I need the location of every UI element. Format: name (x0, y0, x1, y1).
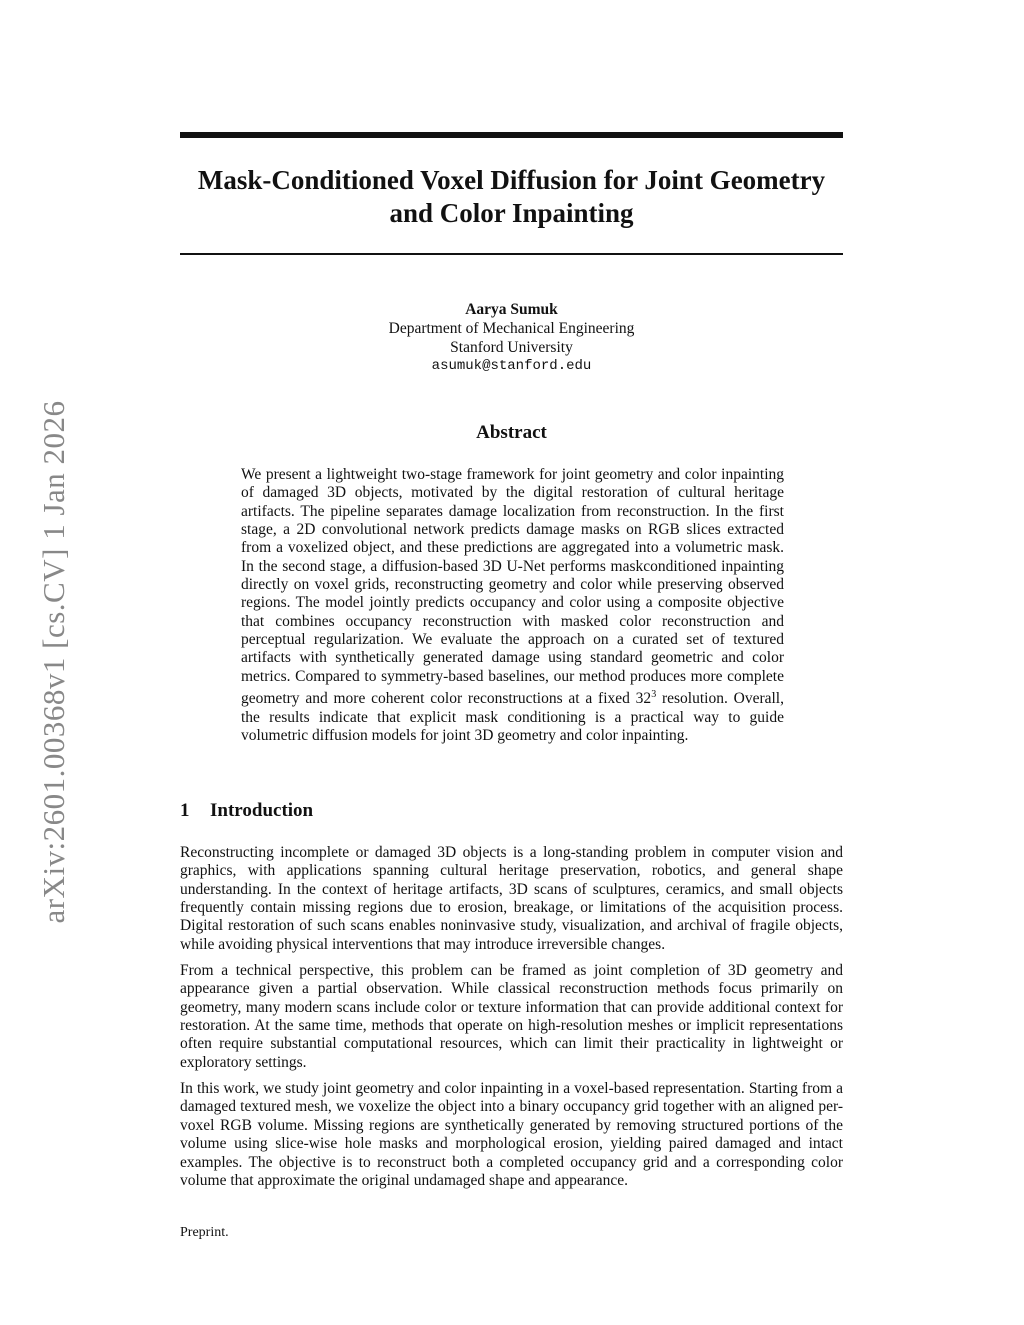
title-line-1: Mask-Conditioned Voxel Diffusion for Joint Geometry (197, 165, 826, 195)
author-email: asumuk@stanford.edu (431, 358, 592, 374)
title-top-rule (180, 132, 843, 138)
section-heading (180, 800, 313, 822)
paragraph: In this work, we study joint geometry and color inpainting in a voxel-based representation. Starting from a damaged textured mesh, we voxelize the object into a binary occupancy grid together with an aligned per-voxel RGB volume. Missing regions are synthetically generated by removing structured portions of the volume using slice-wise hole masks and morphological erosion, yielding paired damaged and intact examples. The objective is to reconstruct both a completed occupancy grid and a corresponding color volume that approximate the original undamaged shape and appearance. (180, 1080, 843, 1189)
paragraph: From a technical perspective, this problem can be framed as joint completion of 3D geometry and appearance given a partial observation. While classical reconstruction methods focus primarily on geometry, many modern scans include color or texture information that can provide additional context for restoration. At the same time, methods that operate on high-resolution meshes or implicit representations often require substantial computational resources, which can limit their practicality in lightweight or exploratory settings. (180, 962, 843, 1071)
section-title: Introduction (210, 800, 314, 821)
paragraph: Reconstructing incomplete or damaged 3D objects is a long-standing problem in computer vision and graphics, with applications spanning cultural heritage preservation, robotics, and general shape understanding. In the context of heritage artifacts, 3D scans of sculptures, ceramics, and small objects frequently contain missing regions due to erosion, breakage, or limitations of the acquisition process. Digital restoration of such scans enables noninvasive study, visualization, and archival of fragile objects, while avoiding physical interventions that may introduce irreversible changes. (180, 844, 843, 953)
introduction-body (180, 844, 843, 1198)
author-name: Aarya Sumuk (465, 301, 558, 318)
title-line-2: and Color Inpainting (389, 198, 634, 228)
footer-note: Preprint. (180, 1225, 229, 1240)
arxiv-identifier-stamp: arXiv:2601.00368v1 [cs.CV] 1 Jan 2026 (36, 400, 71, 924)
abstract-text-part-2: resolution. Overall, the results indicate that explicit mask conditioning is a practical way to guide volumetric diffusion models for joint 3D geometry and color inpainting. (241, 690, 784, 744)
author-department: Department of Mechanical Engineering (388, 320, 635, 337)
abstract-text (241, 466, 784, 745)
title-bottom-rule (180, 253, 843, 255)
abstract-superscript: 3 (651, 689, 657, 701)
author-block (180, 300, 843, 376)
abstract-heading: Abstract (476, 422, 547, 443)
author-institution: Stanford University (450, 339, 573, 356)
section-number: 1 (180, 800, 190, 821)
paper-title (180, 164, 843, 230)
abstract-text-part-1: We present a lightweight two-stage framework for joint geometry and color inpainting of damaged 3D objects, motivated by the digital restoration of cultural heritage artifacts. The pipeline separates damage localization from reconstruction. In the first stage, a 2D convolutional network predicts damage masks on RGB slices extracted from a voxelized object, and these predictions are aggregated into a volumetric mask. In the second stage, a diffusion-based 3D U-Net performs maskconditioned inpainting directly on voxel grids, reconstructing geometry and color while preserving observed regions. The model jointly predicts occupancy and color using a composite objective that combines occupancy reconstruction with masked color reconstruction and perceptual regularization. We evaluate the approach on a curated set of textured artifacts with synthetically generated damage using standard geometric and color metrics. Compared to symmetry-based baselines, our method produces more complete geometry and more coherent color reconstructions at a fixed 32 (241, 466, 784, 708)
